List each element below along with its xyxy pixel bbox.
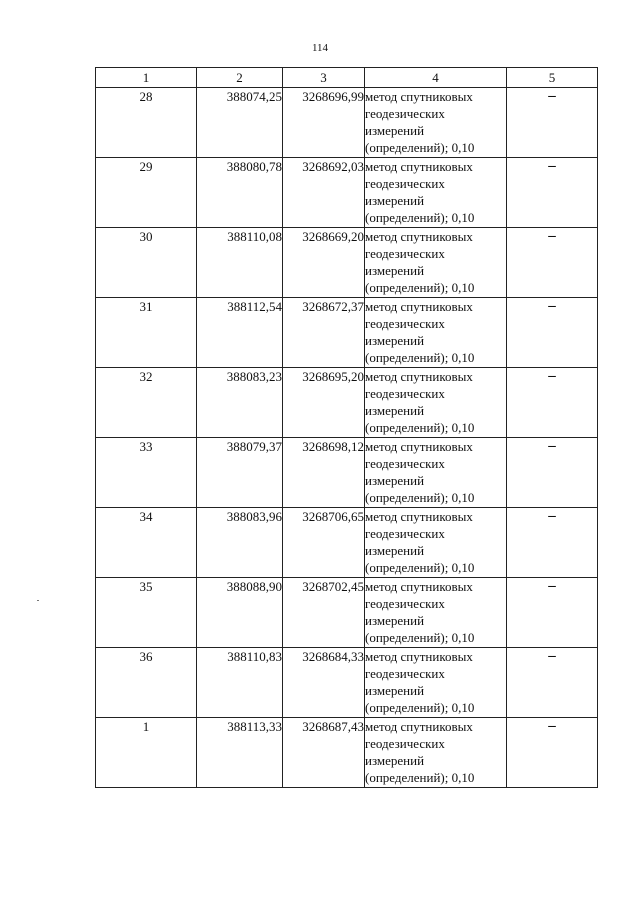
method-line: измерений — [365, 123, 425, 138]
method-line: геодезических — [365, 386, 445, 401]
method-line: метод спутниковых — [365, 439, 473, 454]
point-number-cell: 35 — [96, 578, 197, 648]
method-line: метод спутниковых — [365, 579, 473, 594]
note-cell: – — [507, 228, 598, 298]
table-row — [96, 88, 598, 158]
note-cell: – — [507, 578, 598, 648]
method-line: метод спутниковых — [365, 229, 473, 244]
header-col-5: 5 — [507, 68, 598, 88]
method-line: (определений); 0,10 — [365, 350, 475, 365]
method-line: измерений — [365, 403, 425, 418]
x-coordinate-cell: 388079,37 — [197, 438, 283, 508]
point-number-cell: 32 — [96, 368, 197, 438]
point-number-cell: 28 — [96, 88, 197, 158]
note-cell: – — [507, 508, 598, 578]
note-cell: – — [507, 438, 598, 508]
note-cell: – — [507, 88, 598, 158]
method-cell — [365, 508, 507, 578]
note-cell: – — [507, 648, 598, 718]
coordinates-table — [95, 67, 598, 788]
point-number-cell: 30 — [96, 228, 197, 298]
page-number: 114 — [311, 42, 329, 54]
header-col-2: 2 — [197, 68, 283, 88]
method-line: геодезических — [365, 246, 445, 261]
method-line: геодезических — [365, 666, 445, 681]
table-row — [96, 718, 598, 788]
point-number-cell: 31 — [96, 298, 197, 368]
table-body — [96, 88, 598, 788]
point-number-cell: 36 — [96, 648, 197, 718]
method-line: измерений — [365, 473, 425, 488]
x-coordinate-cell: 388088,90 — [197, 578, 283, 648]
y-coordinate-cell: 3268702,45 — [283, 578, 365, 648]
table-row — [96, 578, 598, 648]
method-cell — [365, 718, 507, 788]
point-number-cell: 29 — [96, 158, 197, 228]
x-coordinate-cell: 388113,33 — [197, 718, 283, 788]
y-coordinate-cell: 3268698,12 — [283, 438, 365, 508]
method-line: измерений — [365, 613, 425, 628]
header-col-3: 3 — [283, 68, 365, 88]
y-coordinate-cell: 3268669,20 — [283, 228, 365, 298]
method-line: измерений — [365, 193, 425, 208]
header-col-4: 4 — [365, 68, 507, 88]
point-number-cell: 33 — [96, 438, 197, 508]
x-coordinate-cell: 388080,78 — [197, 158, 283, 228]
method-line: (определений); 0,10 — [365, 700, 475, 715]
method-cell — [365, 648, 507, 718]
method-line: геодезических — [365, 596, 445, 611]
method-line: метод спутниковых — [365, 299, 473, 314]
method-line: метод спутниковых — [365, 89, 473, 104]
method-cell — [365, 578, 507, 648]
note-cell: – — [507, 368, 598, 438]
table-header-row — [96, 68, 598, 88]
y-coordinate-cell: 3268696,99 — [283, 88, 365, 158]
table-row — [96, 298, 598, 368]
table-row — [96, 158, 598, 228]
table-row — [96, 228, 598, 298]
method-cell — [365, 158, 507, 228]
note-cell: – — [507, 718, 598, 788]
method-line: (определений); 0,10 — [365, 420, 475, 435]
method-line: геодезических — [365, 316, 445, 331]
method-line: (определений); 0,10 — [365, 140, 475, 155]
x-coordinate-cell: 388110,83 — [197, 648, 283, 718]
x-coordinate-cell: 388110,08 — [197, 228, 283, 298]
note-cell: – — [507, 158, 598, 228]
y-coordinate-cell: 3268684,33 — [283, 648, 365, 718]
method-line: метод спутниковых — [365, 719, 473, 734]
method-line: метод спутниковых — [365, 509, 473, 524]
method-line: метод спутниковых — [365, 159, 473, 174]
x-coordinate-cell: 388083,23 — [197, 368, 283, 438]
table-row — [96, 368, 598, 438]
method-cell — [365, 368, 507, 438]
note-cell: – — [507, 298, 598, 368]
method-line: измерений — [365, 683, 425, 698]
scan-speck — [37, 600, 39, 601]
method-line: измерений — [365, 333, 425, 348]
method-line: (определений); 0,10 — [365, 630, 475, 645]
method-line: измерений — [365, 543, 425, 558]
method-line: метод спутниковых — [365, 649, 473, 664]
x-coordinate-cell: 388083,96 — [197, 508, 283, 578]
point-number-cell: 1 — [96, 718, 197, 788]
method-line: (определений); 0,10 — [365, 490, 475, 505]
table-row — [96, 438, 598, 508]
table-row — [96, 508, 598, 578]
method-line: геодезических — [365, 736, 445, 751]
y-coordinate-cell: 3268672,37 — [283, 298, 365, 368]
method-line: (определений); 0,10 — [365, 560, 475, 575]
x-coordinate-cell: 388112,54 — [197, 298, 283, 368]
x-coordinate-cell: 388074,25 — [197, 88, 283, 158]
method-cell — [365, 228, 507, 298]
method-line: геодезических — [365, 176, 445, 191]
method-line: метод спутниковых — [365, 369, 473, 384]
header-col-1: 1 — [96, 68, 197, 88]
y-coordinate-cell: 3268706,65 — [283, 508, 365, 578]
y-coordinate-cell: 3268687,43 — [283, 718, 365, 788]
method-line: геодезических — [365, 106, 445, 121]
method-line: геодезических — [365, 526, 445, 541]
method-line: измерений — [365, 753, 425, 768]
y-coordinate-cell: 3268695,20 — [283, 368, 365, 438]
point-number-cell: 34 — [96, 508, 197, 578]
method-line: (определений); 0,10 — [365, 280, 475, 295]
method-line: (определений); 0,10 — [365, 210, 475, 225]
method-line: геодезических — [365, 456, 445, 471]
method-cell — [365, 298, 507, 368]
method-line: измерений — [365, 263, 425, 278]
table-row — [96, 648, 598, 718]
method-cell — [365, 438, 507, 508]
y-coordinate-cell: 3268692,03 — [283, 158, 365, 228]
method-cell — [365, 88, 507, 158]
method-line: (определений); 0,10 — [365, 770, 475, 785]
